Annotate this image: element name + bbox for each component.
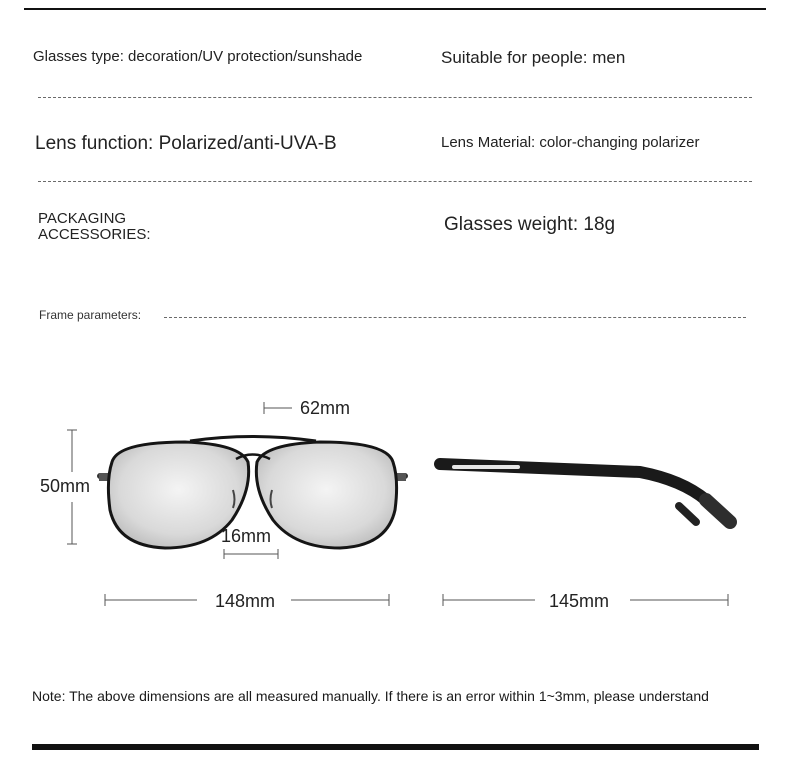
- lens-height-indicator: [40, 430, 90, 544]
- spec-suitable-for: Suitable for people: men: [441, 48, 626, 67]
- accessories-label: ACCESSORIES:: [38, 226, 151, 243]
- bridge-width-label: 16mm: [221, 526, 272, 546]
- temple-side-icon: [440, 464, 730, 522]
- lens-height-label: 50mm: [40, 476, 91, 496]
- spec-glasses-weight: Glasses weight: 18g: [444, 214, 616, 235]
- spec-lens-material: Lens Material: color-changing polarizer: [441, 134, 700, 151]
- lens-width-indicator: [264, 398, 350, 418]
- bottom-rule: [32, 744, 759, 750]
- divider-1: [38, 97, 752, 98]
- measurement-note: Note: The above dimensions are all measured manually. If there is an error within 1~3mm, please understand: [32, 688, 709, 704]
- frame-width-indicator: [105, 591, 389, 611]
- temple-length-indicator: [443, 591, 728, 611]
- spec-glasses-type: Glasses type: decoration/UV protection/sunshade: [33, 48, 363, 65]
- packaging-label: PACKAGING: [38, 210, 127, 227]
- lens-width-label: 62mm: [300, 398, 351, 418]
- frame-diagram: [0, 380, 790, 620]
- bridge-width-indicator: [221, 526, 278, 559]
- spec-lens-function: Lens function: Polarized/anti-UVA-B: [35, 133, 337, 154]
- spec-packaging-accessories: [38, 211, 151, 243]
- divider-2: [38, 181, 752, 182]
- divider-3: [164, 317, 746, 318]
- top-rule: [24, 8, 766, 10]
- temple-length-label: 145mm: [549, 591, 610, 611]
- frame-parameters-label: Frame parameters:: [39, 308, 142, 322]
- frame-width-label: 148mm: [215, 591, 276, 611]
